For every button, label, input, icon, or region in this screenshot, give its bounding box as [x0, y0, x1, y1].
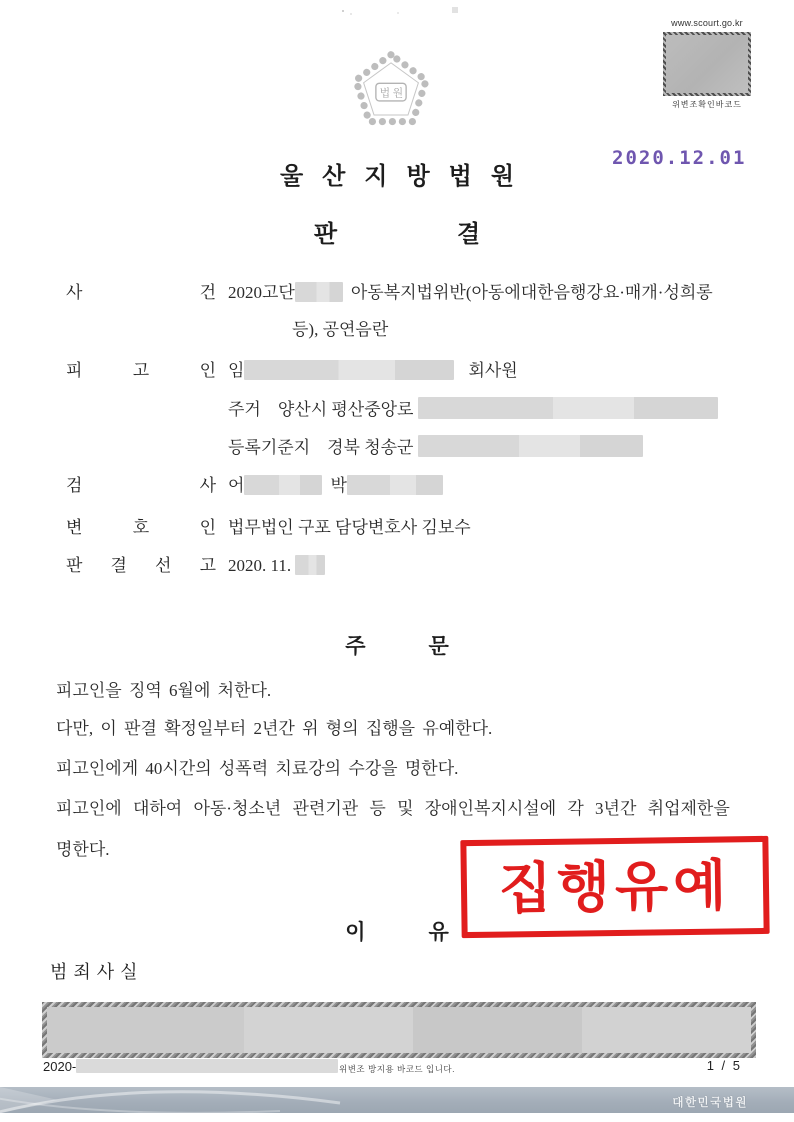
registry-prefix: 등록기준지 경북 청송군 — [228, 438, 414, 457]
counsel-value: 법무법인 구포 담당변호사 김보수 — [228, 518, 471, 537]
defendant-occupation: 회사원 — [468, 361, 518, 380]
anti-forgery-note: 위변조 방지용 바코드 입니다. — [339, 1064, 455, 1074]
disposition-heading: 주 문 — [345, 634, 449, 658]
sentencing-label: 판 결 선 고 — [66, 556, 216, 575]
document-type-title: 판 결 — [313, 222, 481, 248]
charge-line1: 아동복지법위반(아동에대한음행강요·매개·성희롱 — [350, 283, 713, 302]
court-website-url: www.scourt.go.kr — [671, 18, 743, 28]
prosecutor-row — [66, 471, 443, 496]
footer-brand-bar — [0, 1087, 794, 1113]
defendant-row — [66, 356, 518, 381]
redaction-case-number — [295, 282, 343, 302]
redaction-address — [418, 397, 718, 419]
redaction-defendant-name — [244, 360, 454, 380]
disposition-line: 명한다. — [56, 840, 110, 859]
criminal-facts-subheading: 범죄사실 — [50, 962, 144, 982]
sentencing-date: 2020. 11. — [228, 556, 292, 575]
case-label: 사 건 — [66, 283, 216, 302]
defendant-label: 피 고 인 — [66, 361, 216, 380]
redaction-prosecutor2 — [347, 475, 443, 495]
case-row-continuation — [292, 315, 388, 340]
disposition-line: 피고인에게 40시간의 성폭력 치료강의 수강을 명한다. — [56, 759, 459, 778]
redaction-prosecutor1 — [244, 475, 322, 495]
address-prefix: 주거 양산시 평산중앙로 — [228, 400, 414, 419]
redaction-criminal-facts-block — [42, 1002, 756, 1058]
redaction-registry — [418, 435, 643, 457]
defendant-registry-row — [228, 433, 643, 458]
case-row — [66, 278, 713, 303]
prosecutor-name2: 박 — [330, 476, 347, 495]
prosecutor-label: 검 사 — [66, 476, 216, 495]
reason-heading: 이 유 — [345, 920, 449, 944]
qr-code — [663, 32, 751, 96]
scan-artifact — [342, 10, 344, 12]
court-name-title: 울산지방법원 — [279, 164, 534, 190]
defendant-address-row — [228, 395, 718, 420]
court-seal-icon — [349, 44, 433, 141]
counsel-label: 변 호 인 — [66, 518, 216, 537]
stamp-text: 집행유예 — [498, 853, 732, 920]
received-date-stamp: 2020.12.01 — [612, 147, 747, 169]
prosecutor-name1: 어 — [228, 476, 245, 495]
seal-label: 법원 — [379, 87, 406, 100]
redaction-sentencing-day — [295, 555, 325, 575]
disposition-line: 다만, 이 판결 확정일부터 2년간 위 형의 집행을 유예한다. — [56, 719, 493, 738]
document-number-prefix: 2020- — [43, 1059, 77, 1074]
charge-line2: 등), 공연음란 — [292, 320, 389, 339]
disposition-line: 피고인에 대하여 아동·청소년 관련기관 등 및 장애인복지시설에 각 3년간 취업제한을 — [56, 799, 730, 818]
case-number-prefix: 2020고단 — [228, 283, 295, 302]
qr-caption: 위변조확인바코드 — [672, 100, 742, 109]
counsel-row — [66, 513, 471, 538]
verification-block — [656, 18, 758, 110]
disposition-line: 피고인을 징역 6월에 처한다. — [56, 681, 272, 700]
sentencing-row — [66, 551, 325, 576]
defendant-surname: 임 — [228, 361, 245, 380]
page-indicator: 1 / 5 — [706, 1058, 742, 1073]
courts-of-korea-brand: 대한민국법원 — [672, 1097, 748, 1109]
